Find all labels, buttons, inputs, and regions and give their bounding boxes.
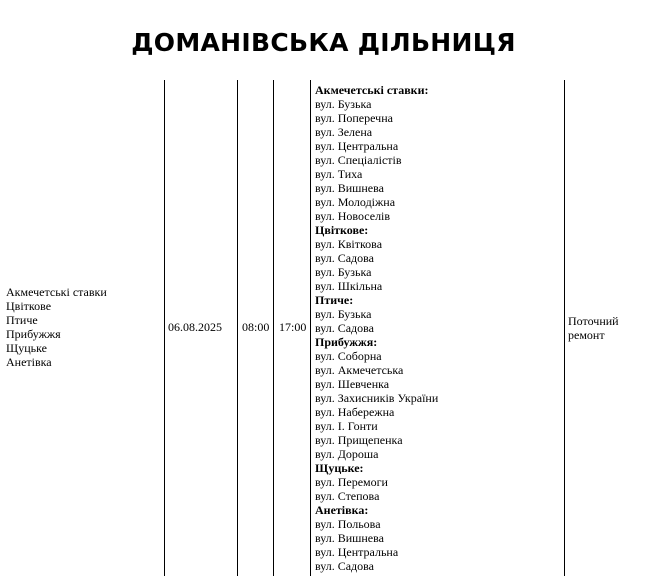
street-item: вул. Зелена <box>315 125 373 139</box>
date-cell: 06.08.2025 <box>168 320 222 334</box>
group-title: Щуцьке: <box>315 461 364 475</box>
street-item: вул. Захисників України <box>315 391 439 405</box>
streets-cell <box>315 83 560 573</box>
street-item: вул. Соборна <box>315 349 382 363</box>
village-name: Анетівка <box>6 355 52 369</box>
column-divider <box>273 80 274 576</box>
villages-cell <box>6 285 161 369</box>
group-title: Птиче: <box>315 293 354 307</box>
work-type-line: ремонт <box>568 328 605 342</box>
street-item: вул. Тиха <box>315 167 363 181</box>
group-title: Цвіткове: <box>315 223 369 237</box>
street-item: вул. Поперечна <box>315 111 393 125</box>
street-item: вул. Степова <box>315 489 380 503</box>
work-type-cell <box>568 314 643 342</box>
street-item: вул. І. Гонти <box>315 419 378 433</box>
street-item: вул. Бузька <box>315 97 372 111</box>
village-name: Цвіткове <box>6 299 52 313</box>
street-item: вул. Прищепенка <box>315 433 403 447</box>
street-item: вул. Садова <box>315 559 374 573</box>
column-divider <box>564 80 565 576</box>
street-item: вул. Бузька <box>315 265 372 279</box>
work-type-line: Поточний <box>568 314 619 328</box>
street-item: вул. Шкільна <box>315 279 383 293</box>
street-item: вул. Акмечетська <box>315 363 404 377</box>
street-item: вул. Новоселів <box>315 209 391 223</box>
village-name: Птиче <box>6 313 38 327</box>
street-item: вул. Вишнева <box>315 531 384 545</box>
group-title: Прибужжя: <box>315 335 378 349</box>
group-title: Анетівка: <box>315 503 369 517</box>
street-item: вул. Перемоги <box>315 475 388 489</box>
street-item: вул. Центральна <box>315 545 399 559</box>
group-title: Акмечетські ставки: <box>315 83 429 97</box>
column-divider <box>237 80 238 576</box>
street-item: вул. Квіткова <box>315 237 383 251</box>
street-item: вул. Шевченка <box>315 377 390 391</box>
street-item: вул. Бузька <box>315 307 372 321</box>
street-item: вул. Садова <box>315 251 374 265</box>
time-end-cell: 17:00 <box>279 320 307 334</box>
street-item: вул. Центральна <box>315 139 399 153</box>
street-item: вул. Садова <box>315 321 374 335</box>
street-item: вул. Вишнева <box>315 181 384 195</box>
time-start-cell: 08:00 <box>242 320 270 334</box>
street-item: вул. Польова <box>315 517 381 531</box>
village-name: Прибужжя <box>6 327 61 341</box>
column-divider <box>310 80 311 576</box>
street-item: вул. Набережна <box>315 405 395 419</box>
village-name: Щуцьке <box>6 341 48 355</box>
village-name: Акмечетські ставки <box>6 285 107 299</box>
page-title: ДОМАНІВСЬКА ДІЛЬНИЦЯ <box>131 28 516 57</box>
street-item: вул. Спеціалістів <box>315 153 402 167</box>
street-item: вул. Дороша <box>315 447 379 461</box>
column-divider <box>164 80 165 576</box>
street-item: вул. Молодіжна <box>315 195 396 209</box>
